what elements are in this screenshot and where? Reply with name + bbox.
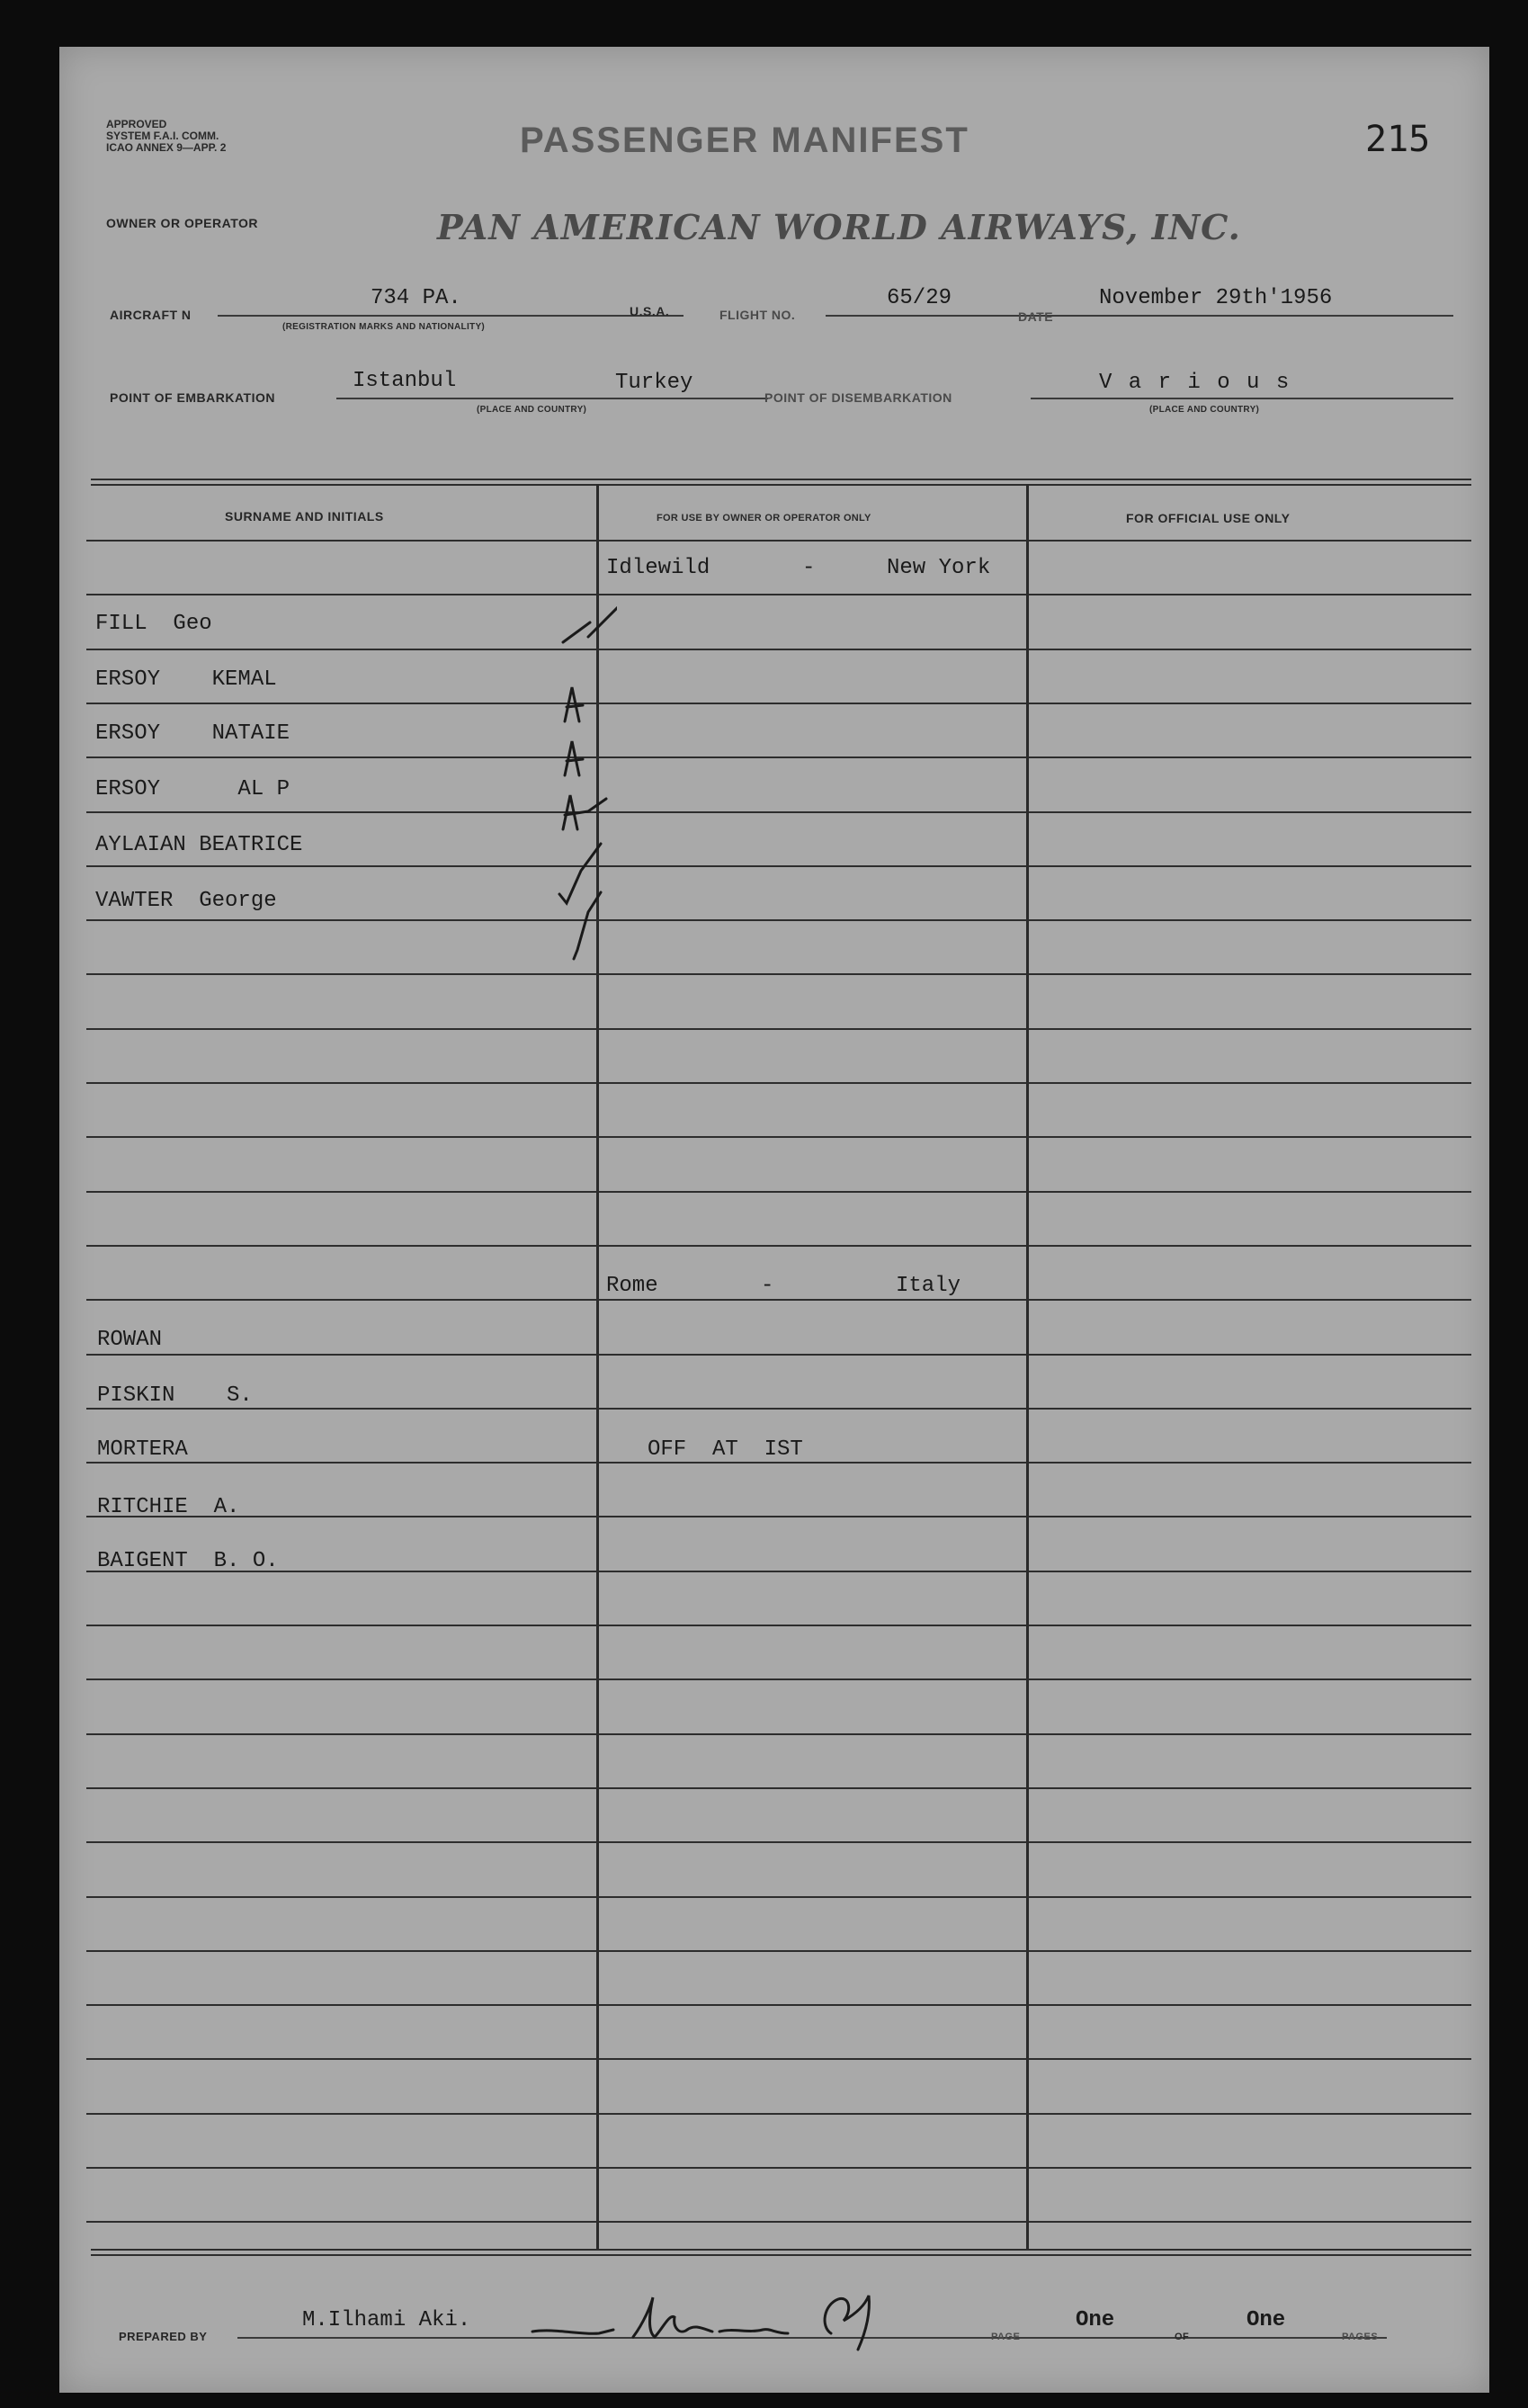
passenger-note: OFF AT IST <box>648 1437 803 1462</box>
table-row-rule <box>86 811 1471 813</box>
destination-place: New York <box>887 556 991 580</box>
table-row-rule <box>86 2167 1471 2169</box>
column-header-official-use: FOR OFFICIAL USE ONLY <box>1126 511 1291 525</box>
owner-value: PAN AMERICAN WORLD AIRWAYS, INC. <box>437 207 1241 247</box>
destination-place: Italy <box>896 1274 961 1298</box>
table-row-rule <box>86 865 1471 867</box>
table-row-rule <box>86 1082 1471 1084</box>
passenger-name: ERSOY KEMAL <box>95 667 277 692</box>
disembarkation-label: POINT OF DISEMBARKATION <box>764 390 952 405</box>
destination-dash: - <box>761 1274 774 1298</box>
table-row-rule <box>86 540 1471 542</box>
date-label: DATE <box>1018 309 1054 324</box>
passenger-name: MORTERA <box>97 1437 188 1462</box>
table-row-rule <box>86 1408 1471 1410</box>
passenger-name: ERSOY AL P <box>95 777 290 801</box>
prepared-by-label: PREPARED BY <box>119 2330 208 2343</box>
column-divider-2 <box>1026 484 1029 2249</box>
table-row-rule <box>86 1571 1471 1572</box>
passenger-name: FILL Geo <box>95 612 212 636</box>
aircraft-value: 734 PA. <box>371 286 461 310</box>
table-row-rule <box>86 919 1471 921</box>
embarkation-city: Istanbul <box>353 369 457 393</box>
approval-line: ICAO ANNEX 9—APP. 2 <box>106 141 227 154</box>
passenger-name: RITCHIE A. <box>97 1495 240 1519</box>
table-row-rule <box>86 1299 1471 1301</box>
table-row-rule <box>86 2004 1471 2006</box>
embarkation-country: Turkey <box>615 371 693 395</box>
table-row-rule <box>86 1787 1471 1789</box>
approval-line: SYSTEM F.A.I. COMM. <box>106 130 219 142</box>
approval-line: APPROVED <box>106 118 167 130</box>
table-row-rule <box>86 1625 1471 1626</box>
table-row-rule <box>86 1136 1471 1138</box>
flight-value: 65/29 <box>887 286 952 310</box>
table-row-rule <box>86 1841 1471 1843</box>
table-row-rule <box>86 1896 1471 1898</box>
passenger-name: BAIGENT B. O. <box>97 1549 279 1573</box>
approval-stamp <box>106 119 226 154</box>
table-row-rule <box>86 1028 1471 1030</box>
table-row-rule <box>86 2113 1471 2115</box>
table-row-rule <box>86 703 1471 704</box>
registration-caption: (REGISTRATION MARKS AND NATIONALITY) <box>282 322 486 332</box>
table-bottom-border <box>91 2249 1471 2256</box>
of-label: OF <box>1175 2332 1190 2342</box>
table-row-rule <box>86 2221 1471 2223</box>
column-header-owner-use: FOR USE BY OWNER OR OPERATOR ONLY <box>657 513 871 524</box>
manifest-sheet <box>59 47 1489 2393</box>
table-row-rule <box>86 1191 1471 1193</box>
table-row-rule <box>86 1678 1471 1680</box>
page-label: PAGE <box>991 2332 1021 2342</box>
passenger-name: VAWTER George <box>95 889 277 913</box>
date-value: November 29th'1956 <box>1099 286 1333 310</box>
passenger-name: ERSOY NATAIE <box>95 721 290 746</box>
table-row-rule <box>86 756 1471 758</box>
page-number: 215 <box>1365 119 1431 160</box>
column-header-surname: SURNAME AND INITIALS <box>225 509 384 524</box>
table-row-rule <box>86 1733 1471 1735</box>
destination-city: Idlewild <box>606 556 710 580</box>
table-row-rule <box>86 1245 1471 1247</box>
aircraft-label: AIRCRAFT N <box>110 308 192 322</box>
disembarkation-value: V a r i o u s <box>1099 371 1291 395</box>
destination-city: Rome <box>606 1274 658 1298</box>
pages-label: PAGES <box>1342 2332 1379 2342</box>
usa-label: U.S.A. <box>630 304 670 318</box>
page-value: One <box>1076 2308 1115 2332</box>
table-row-rule <box>86 973 1471 975</box>
embarkation-label: POINT OF EMBARKATION <box>110 390 275 405</box>
table-row-rule <box>86 1354 1471 1356</box>
destination-dash: - <box>802 556 816 580</box>
table-row-rule <box>86 649 1471 650</box>
handwritten-signature <box>527 2278 995 2359</box>
passenger-name: AYLAIAN BEATRICE <box>95 833 303 857</box>
of-value: One <box>1247 2308 1286 2332</box>
prepared-by-value: M.Ilhami Aki. <box>302 2308 471 2332</box>
table-row-rule <box>86 2058 1471 2060</box>
embarkation-caption: (PLACE AND COUNTRY) <box>477 405 587 415</box>
table-row-rule <box>86 1462 1471 1464</box>
table-row-rule <box>86 1950 1471 1952</box>
passenger-name: PISKIN S. <box>97 1383 253 1408</box>
flight-label: FLIGHT NO. <box>719 308 796 322</box>
table-top-border <box>91 479 1471 486</box>
handwritten-check-marks <box>518 586 617 964</box>
table-row-rule <box>86 1516 1471 1517</box>
passenger-name: ROWAN <box>97 1328 163 1352</box>
owner-label: OWNER OR OPERATOR <box>106 216 258 230</box>
page-title: PASSENGER MANIFEST <box>520 121 970 160</box>
disembarkation-caption: (PLACE AND COUNTRY) <box>1149 405 1260 415</box>
table-row-rule <box>86 594 1471 595</box>
